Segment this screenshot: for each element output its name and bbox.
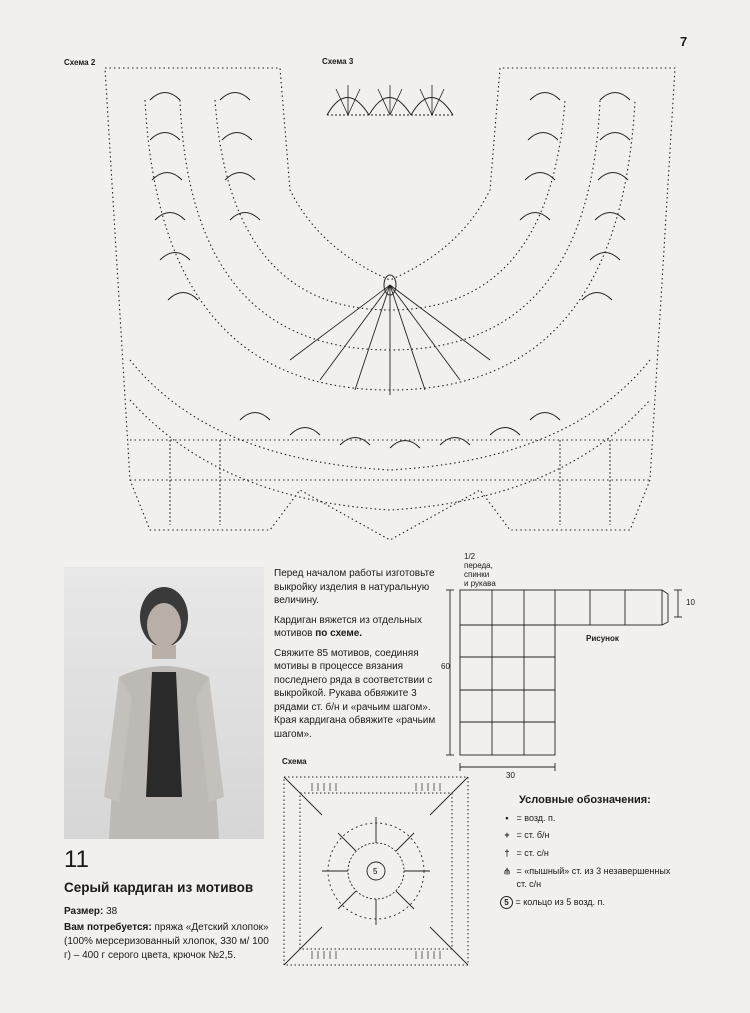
instructions-p1: Перед началом работы изготовьте выкройку изделия в натуральную величину. <box>274 568 435 606</box>
legend-item-puff <box>500 866 670 877</box>
pattern-figure <box>440 582 690 782</box>
instructions <box>274 567 442 747</box>
motif-diagram <box>282 775 470 967</box>
instructions-p2-b: по схеме. <box>315 628 363 639</box>
page-number: 7 <box>680 34 688 49</box>
materials-info <box>64 921 269 963</box>
single-crochet-symbol-icon: + <box>504 830 510 840</box>
size-info <box>64 906 117 917</box>
article-number: 11 <box>64 846 89 873</box>
scheme-3-diagram <box>322 75 462 120</box>
legend-text-sc: = ст. б/н <box>516 830 550 840</box>
legend-item-chain <box>500 813 555 823</box>
motif-scheme-label: Схема <box>282 757 307 766</box>
puff-stitch-symbol-icon: ⫛ <box>504 866 510 876</box>
yoke-crochet-diagram <box>90 60 690 550</box>
double-crochet-symbol-icon: † <box>504 848 510 858</box>
legend-text-chain: = возд. п. <box>516 813 556 823</box>
needs-label: Вам потребуется: <box>64 922 152 933</box>
dim-30: 30 <box>506 771 515 780</box>
size-value: 38 <box>106 906 118 917</box>
woman-in-cardigan-illustration <box>64 567 264 839</box>
instructions-p2 <box>274 614 442 641</box>
legend-text-puff: = «пышный» ст. из 3 незавершенных <box>516 866 671 876</box>
model-photo <box>64 567 264 839</box>
scheme-2-label: Схема 2 <box>64 58 96 67</box>
scheme-3-label: Схема 3 <box>322 57 354 66</box>
size-label: Размер: <box>64 906 104 917</box>
ring-symbol-icon: 5 <box>500 896 513 909</box>
legend-item-ring <box>500 896 605 909</box>
legend-title: Условные обозначения: <box>519 794 651 806</box>
legend-text-ring: = кольцо из 5 возд. п. <box>515 897 605 907</box>
figure-note-line4: и рукава <box>464 579 496 588</box>
instructions-p2-a: Кардиган вяжется из отдельных мотивов <box>274 614 422 639</box>
dim-60: 60 <box>441 662 450 671</box>
figure-note-line1: 1/2 <box>464 552 476 561</box>
legend-text-dc: = ст. с/н <box>516 848 549 858</box>
legend-item-sc <box>500 830 550 840</box>
needs-text: пряжа «Детский хлопок» (100% мерсеризованный хлопок, 330 м/ 100 г) – 400 г серого цвета, крючок №2,5. <box>64 922 269 961</box>
figure-note-line3: спинки <box>464 570 490 579</box>
dim-10: 10 <box>686 598 695 607</box>
legend-item-puff-cont <box>500 879 541 889</box>
legend-text-puff-cont: ст. с/н <box>516 879 542 889</box>
legend-item-dc <box>500 848 549 858</box>
article-title: Серый кардиган из мотивов <box>64 880 254 895</box>
figure-label: Рисунок <box>586 634 619 643</box>
center-ring-number: 5 <box>373 867 378 876</box>
chain-symbol-icon: • <box>505 813 509 823</box>
instructions-p3: Свяжите 85 мотивов, соединяя мотивы в процессе вязания последнего ряда в соответствии с выкройкой. Рукава обвяжите 3 рядами ст. б/н и «рачьим шагом». Края кардигана обвяжите «рачьим шагом». <box>274 647 436 740</box>
figure-note-line2: переда, <box>464 561 493 570</box>
